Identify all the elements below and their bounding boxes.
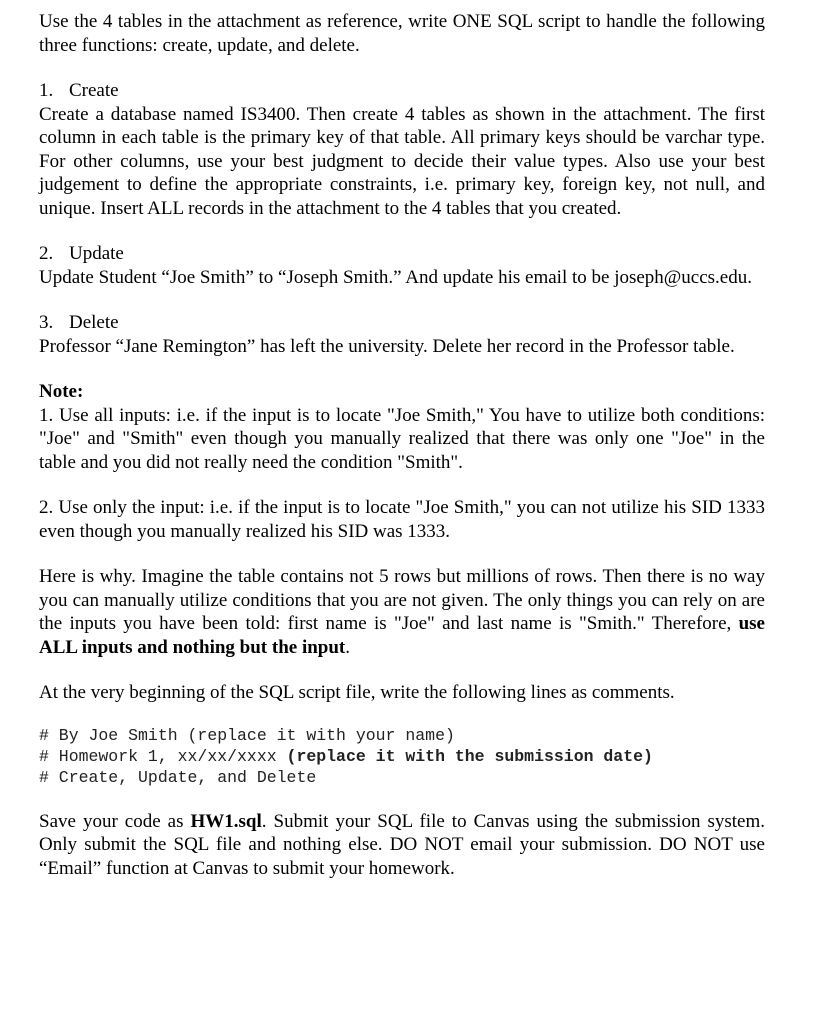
- submit-filename: HW1.sql: [190, 810, 262, 832]
- update-number: 2.: [39, 243, 54, 264]
- why-text: Here is why. Imagine the table contains not 5 rows but millions of rows. Then there is no way you can manually utilize conditions that you are not given. The only things you can rely on are the inputs you have been told: first name is "Joe" and last name is "Smith." Therefore,: [39, 566, 765, 634]
- create-heading-text: Create: [69, 80, 119, 101]
- note-title: Note:: [39, 381, 84, 402]
- submit-part-2: . Submit your SQL file to Canvas using the submission system. Only submit the SQL file and nothing else. DO NOT email your submission. DO NOT use “Email” function at Canvas to submit your homework.: [39, 810, 765, 879]
- note-section: [39, 380, 765, 474]
- assignment-document: [39, 10, 765, 880]
- create-number: 1.: [39, 80, 54, 101]
- why-bold-text: use ALL inputs and nothing but the input: [39, 613, 765, 658]
- code-line-2-plain: # Homework 1, xx/xx/xxxx: [39, 746, 287, 766]
- intro-paragraph: Use the 4 tables in the attachment as reference, write ONE SQL script to handle the following three functions: create, update, and delete.: [39, 11, 765, 56]
- code-line-2: [39, 746, 765, 767]
- code-line-2-bold: (replace it with the submission date): [286, 746, 653, 766]
- delete-number: 3.: [39, 312, 54, 333]
- delete-section: [39, 311, 765, 358]
- create-body: Create a database named IS3400. Then create 4 tables as shown in the attachment. The first column in each table is the primary key of that table. All primary keys should be varchar type. For other columns, use your best judgment to decide their value types. Also use your best judgement to define the appropriate constraints, i.e. primary key, foreign key, not null, and unique. Insert ALL records in the attachment to the 4 tables that you created.: [39, 103, 765, 219]
- comment-instruction: At the very beginning of the SQL script file, write the following lines as comments.: [39, 682, 675, 703]
- why-paragraph: [39, 565, 765, 659]
- create-heading: [39, 79, 765, 103]
- code-comment-block: [39, 725, 765, 788]
- submit-part-1: Save your code as: [39, 810, 191, 832]
- code-line-1: # By Joe Smith (replace it with your name): [39, 725, 455, 745]
- create-section: [39, 79, 765, 220]
- note-item-2: 2. Use only the input: i.e. if the input is to locate "Joe Smith," you can not utilize his SID 1333 even though you manually realized his SID was 1333.: [39, 497, 765, 542]
- update-section: [39, 242, 765, 289]
- why-end: .: [345, 636, 351, 658]
- delete-body: Professor “Jane Remington” has left the university. Delete her record in the Professor table.: [39, 335, 735, 357]
- update-body: Update Student “Joe Smith” to “Joseph Smith.” And update his email to be joseph@uccs.edu.: [39, 266, 752, 288]
- note-item-1: 1. Use all inputs: i.e. if the input is to locate "Joe Smith," You have to utilize both conditions: "Joe" and "Smith" even though you manually realized that there was only one "Joe" in the table and you did not really need the condition "Smith".: [39, 404, 765, 473]
- update-heading: [39, 242, 765, 266]
- delete-heading-text: Delete: [69, 312, 119, 333]
- code-line-3: # Create, Update, and Delete: [39, 767, 317, 787]
- submit-paragraph: [39, 810, 765, 881]
- delete-heading: [39, 311, 765, 335]
- update-heading-text: Update: [69, 243, 124, 264]
